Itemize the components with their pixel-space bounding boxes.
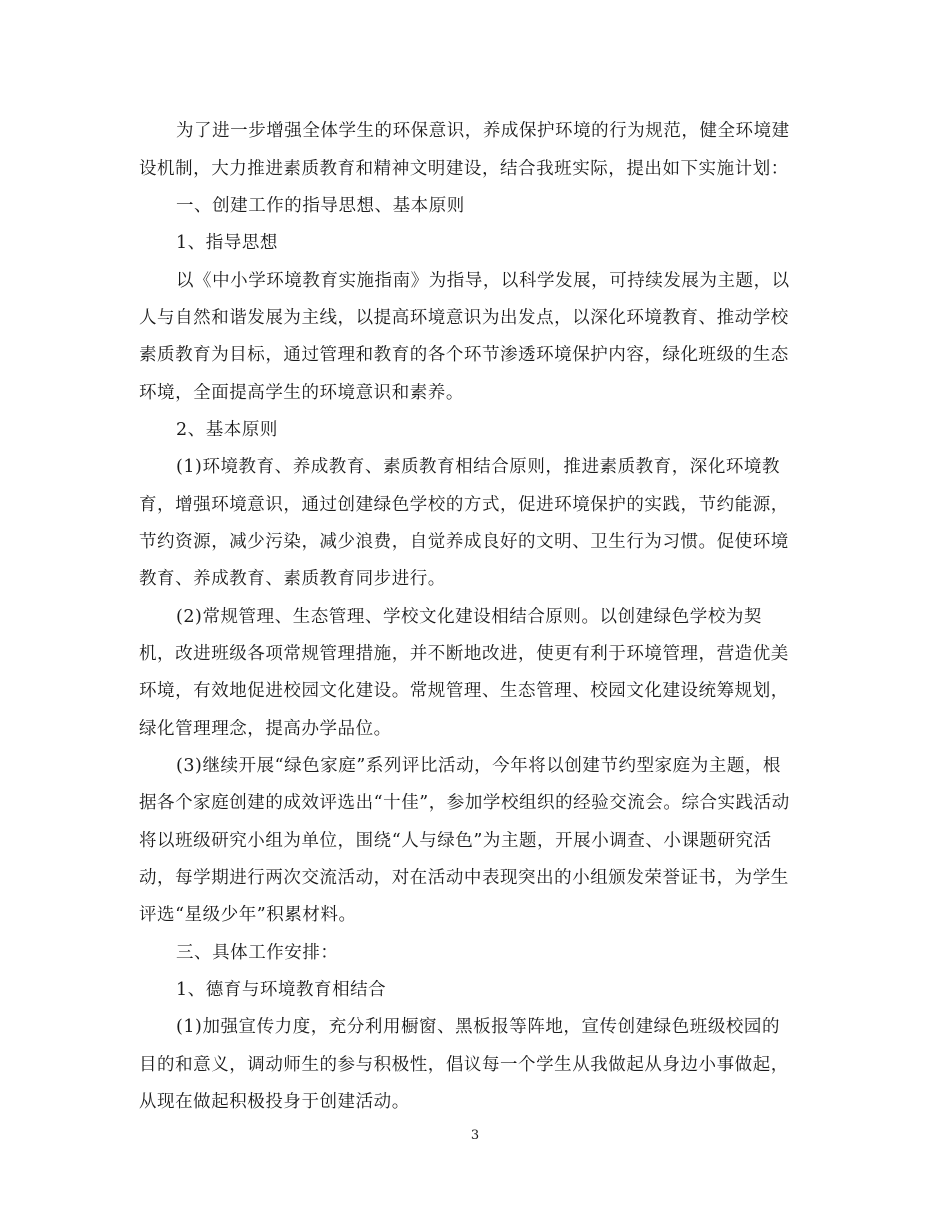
text-line: 人与自然和谐发展为主线，以提高环境意识为出发点，以深化环境教育、推动学校	[139, 308, 789, 328]
subsection-heading: 1、德育与环境教育相结合	[176, 980, 387, 1000]
text-line: 节约资源，减少污染，减少浪费，自觉养成良好的文明、卫生行为习惯。促使环境	[139, 532, 789, 552]
text-line: 机，改进班级各项常规管理措施，并不断地改进，使更有利于环境管理，营造优美	[139, 644, 789, 664]
text-line: 环境，全面提高学生的环境意识和素养。	[139, 383, 464, 403]
subsection-heading: 1、指导思想	[176, 233, 278, 253]
text-line: (2)常规管理、生态管理、学校文化建设相结合原则。以创建绿色学校为契	[176, 607, 762, 627]
text-line: 以《中小学环境教育实施指南》为指导，以科学发展，可持续发展为主题，以	[176, 271, 790, 291]
page-number: 3	[470, 1128, 480, 1143]
text-line: 环境，有效地促进校园文化建设。常规管理、生态管理、校园文化建设统筹规划，	[139, 681, 789, 701]
text-line: 绿化管理理念，提高办学品位。	[139, 719, 392, 739]
subsection-heading: 2、基本原则	[176, 420, 278, 440]
text-line: (1)加强宣传力度，充分利用橱窗、黑板报等阵地，宣传创建绿色班级校园的	[176, 1017, 781, 1037]
text-line: 育，增强环境意识，通过创建绿色学校的方式，促进环境保护的实践，节约能源，	[139, 495, 789, 515]
text-line: 将以班级研究小组为单位，围绕“人与绿色”为主题，开展小调查、小课题研究活	[139, 831, 772, 851]
section-heading: 三、具体工作安排：	[176, 943, 339, 963]
text-line: 从现在做起积极投身于创建活动。	[139, 1092, 410, 1112]
text-line: 素质教育为目标，通过管理和教育的各个环节渗透环境保护内容，绿化班级的生态	[139, 345, 789, 365]
text-line: 据各个家庭创建的成效评选出“十佳”，参加学校组织的经验交流会。综合实践活动	[139, 793, 790, 813]
text-line: (3)继续开展“绿色家庭”系列评比活动，今年将以创建节约型家庭为主题，根	[176, 756, 781, 776]
text-line: 目的和意义，调动师生的参与积极性，倡议每一个学生从我做起从身边小事做起，	[139, 1055, 789, 1075]
section-heading: 一、创建工作的指导思想、基本原则	[176, 196, 465, 216]
text-line: 为了进一步增强全体学生的环保意识，养成保护环境的行为规范，健全环境建	[176, 121, 790, 141]
text-line: 动，每学期进行两次交流活动，对在活动中表现突出的小组颁发荣誉证书，为学生	[139, 868, 789, 888]
text-line: 教育、养成教育、素质教育同步进行。	[139, 569, 446, 589]
text-line: (1)环境教育、养成教育、素质教育相结合原则，推进素质教育，深化环境教	[176, 457, 781, 477]
text-line: 设机制，大力推进素质教育和精神文明建设，结合我班实际，提出如下实施计划：	[139, 159, 789, 179]
text-line: 评选“星级少年”积累材料。	[139, 905, 357, 925]
